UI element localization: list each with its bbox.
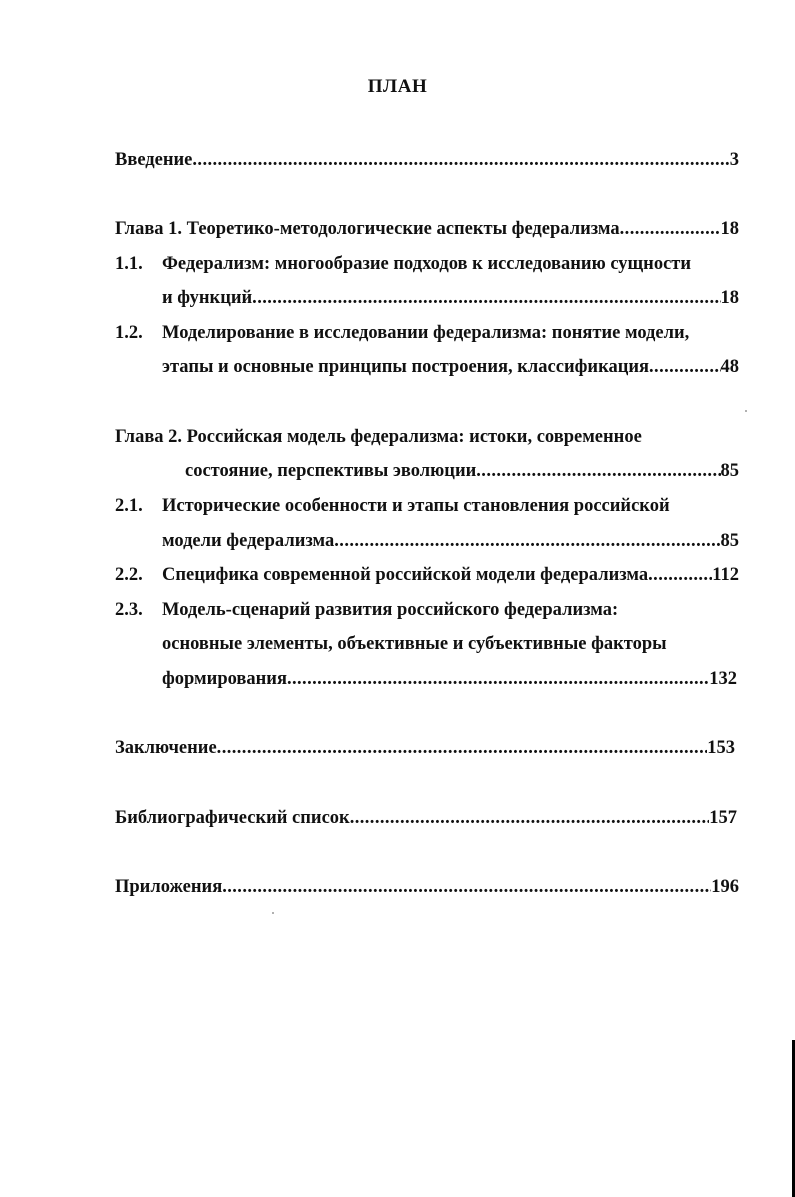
toc-leader-dots [334,529,720,553]
toc-page-number: 3 [729,150,739,170]
toc-page-number: 153 [707,738,735,758]
toc-entry-label: Библиографический список [115,808,350,828]
toc-section-number: 2.1. [115,496,143,516]
toc-page-number: 132 [709,669,737,689]
toc-section-number: 1.1. [115,254,143,274]
toc-page-number: 196 [711,877,739,897]
toc-page-number: 112 [712,565,739,585]
toc-page-number: 85 [720,461,739,481]
toc-page-number: 85 [720,531,739,551]
toc-leader-dots [350,806,710,830]
toc-entry-label: Заключение [115,738,217,758]
toc-entry-label: Специфика современной российской модели федерализма [162,565,649,585]
toc-entry-chapter-2[interactable] [185,459,739,483]
toc-entry-label: Введение [115,150,193,170]
toc-entry-intro[interactable] [115,148,739,172]
scan-speck [272,912,274,914]
toc-leader-dots [287,667,709,691]
toc-entry-section-1-1[interactable] [162,286,739,310]
toc-entry-section-2-3-line1[interactable]: Модель-сценарий развития российского федерализма: [162,600,619,620]
toc-page-number: 18 [720,288,739,308]
toc-entry-chapter-1[interactable] [115,217,739,241]
page-title: ПЛАН [367,76,428,97]
toc-entry-conclusion[interactable] [115,736,735,760]
toc-leader-dots [476,459,720,483]
toc-page-number: 157 [709,808,737,828]
toc-entry-chapter-2-line1[interactable]: Глава 2. Российская модель федерализма: истоки, современное [115,427,642,447]
toc-entry-section-2-2[interactable] [162,563,739,587]
toc-entry-bibliography[interactable] [115,806,737,830]
toc-entry-label: модели федерализма [162,531,335,551]
toc-leader-dots [649,355,720,379]
toc-entry-appendix[interactable] [115,875,739,899]
toc-entry-label: Приложения [115,877,223,897]
toc-leader-dots [222,875,711,899]
toc-entry-label: этапы и основные принципы построения, классификация [162,357,650,377]
toc-section-number: 2.3. [115,600,143,620]
toc-entry-section-1-2[interactable] [162,355,739,379]
toc-leader-dots [620,217,721,241]
toc-entry-label: состояние, перспективы эволюции [185,461,477,481]
toc-page-number: 48 [720,357,739,377]
toc-leader-dots [217,736,708,760]
toc-entry-label: формирования [162,669,287,689]
toc-page-number: 18 [720,219,739,239]
toc-entry-label: Глава 1. Теоретико-методологические аспекты федерализма [115,219,620,239]
toc-section-number: 2.2. [115,565,143,585]
toc-entry-section-2-3[interactable] [162,667,737,691]
scan-speck [745,410,747,412]
toc-leader-dots [648,563,712,587]
toc-entry-section-2-3-line2[interactable]: основные элементы, объективные и субъективные факторы [162,634,667,654]
toc-entry-section-2-1-line1[interactable]: Исторические особенности и этапы становления российской [162,496,670,516]
toc-leader-dots [252,286,720,310]
toc-entry-section-1-1-line1[interactable]: Федерализм: многообразие подходов к исследованию сущности [162,254,692,274]
toc-entry-section-2-1[interactable] [162,529,739,553]
toc-entry-section-1-2-line1[interactable]: Моделирование в исследовании федерализма: понятие модели, [162,323,690,343]
toc-entry-label: и функций [162,288,253,308]
toc-section-number: 1.2. [115,323,143,343]
toc-leader-dots [192,148,729,172]
